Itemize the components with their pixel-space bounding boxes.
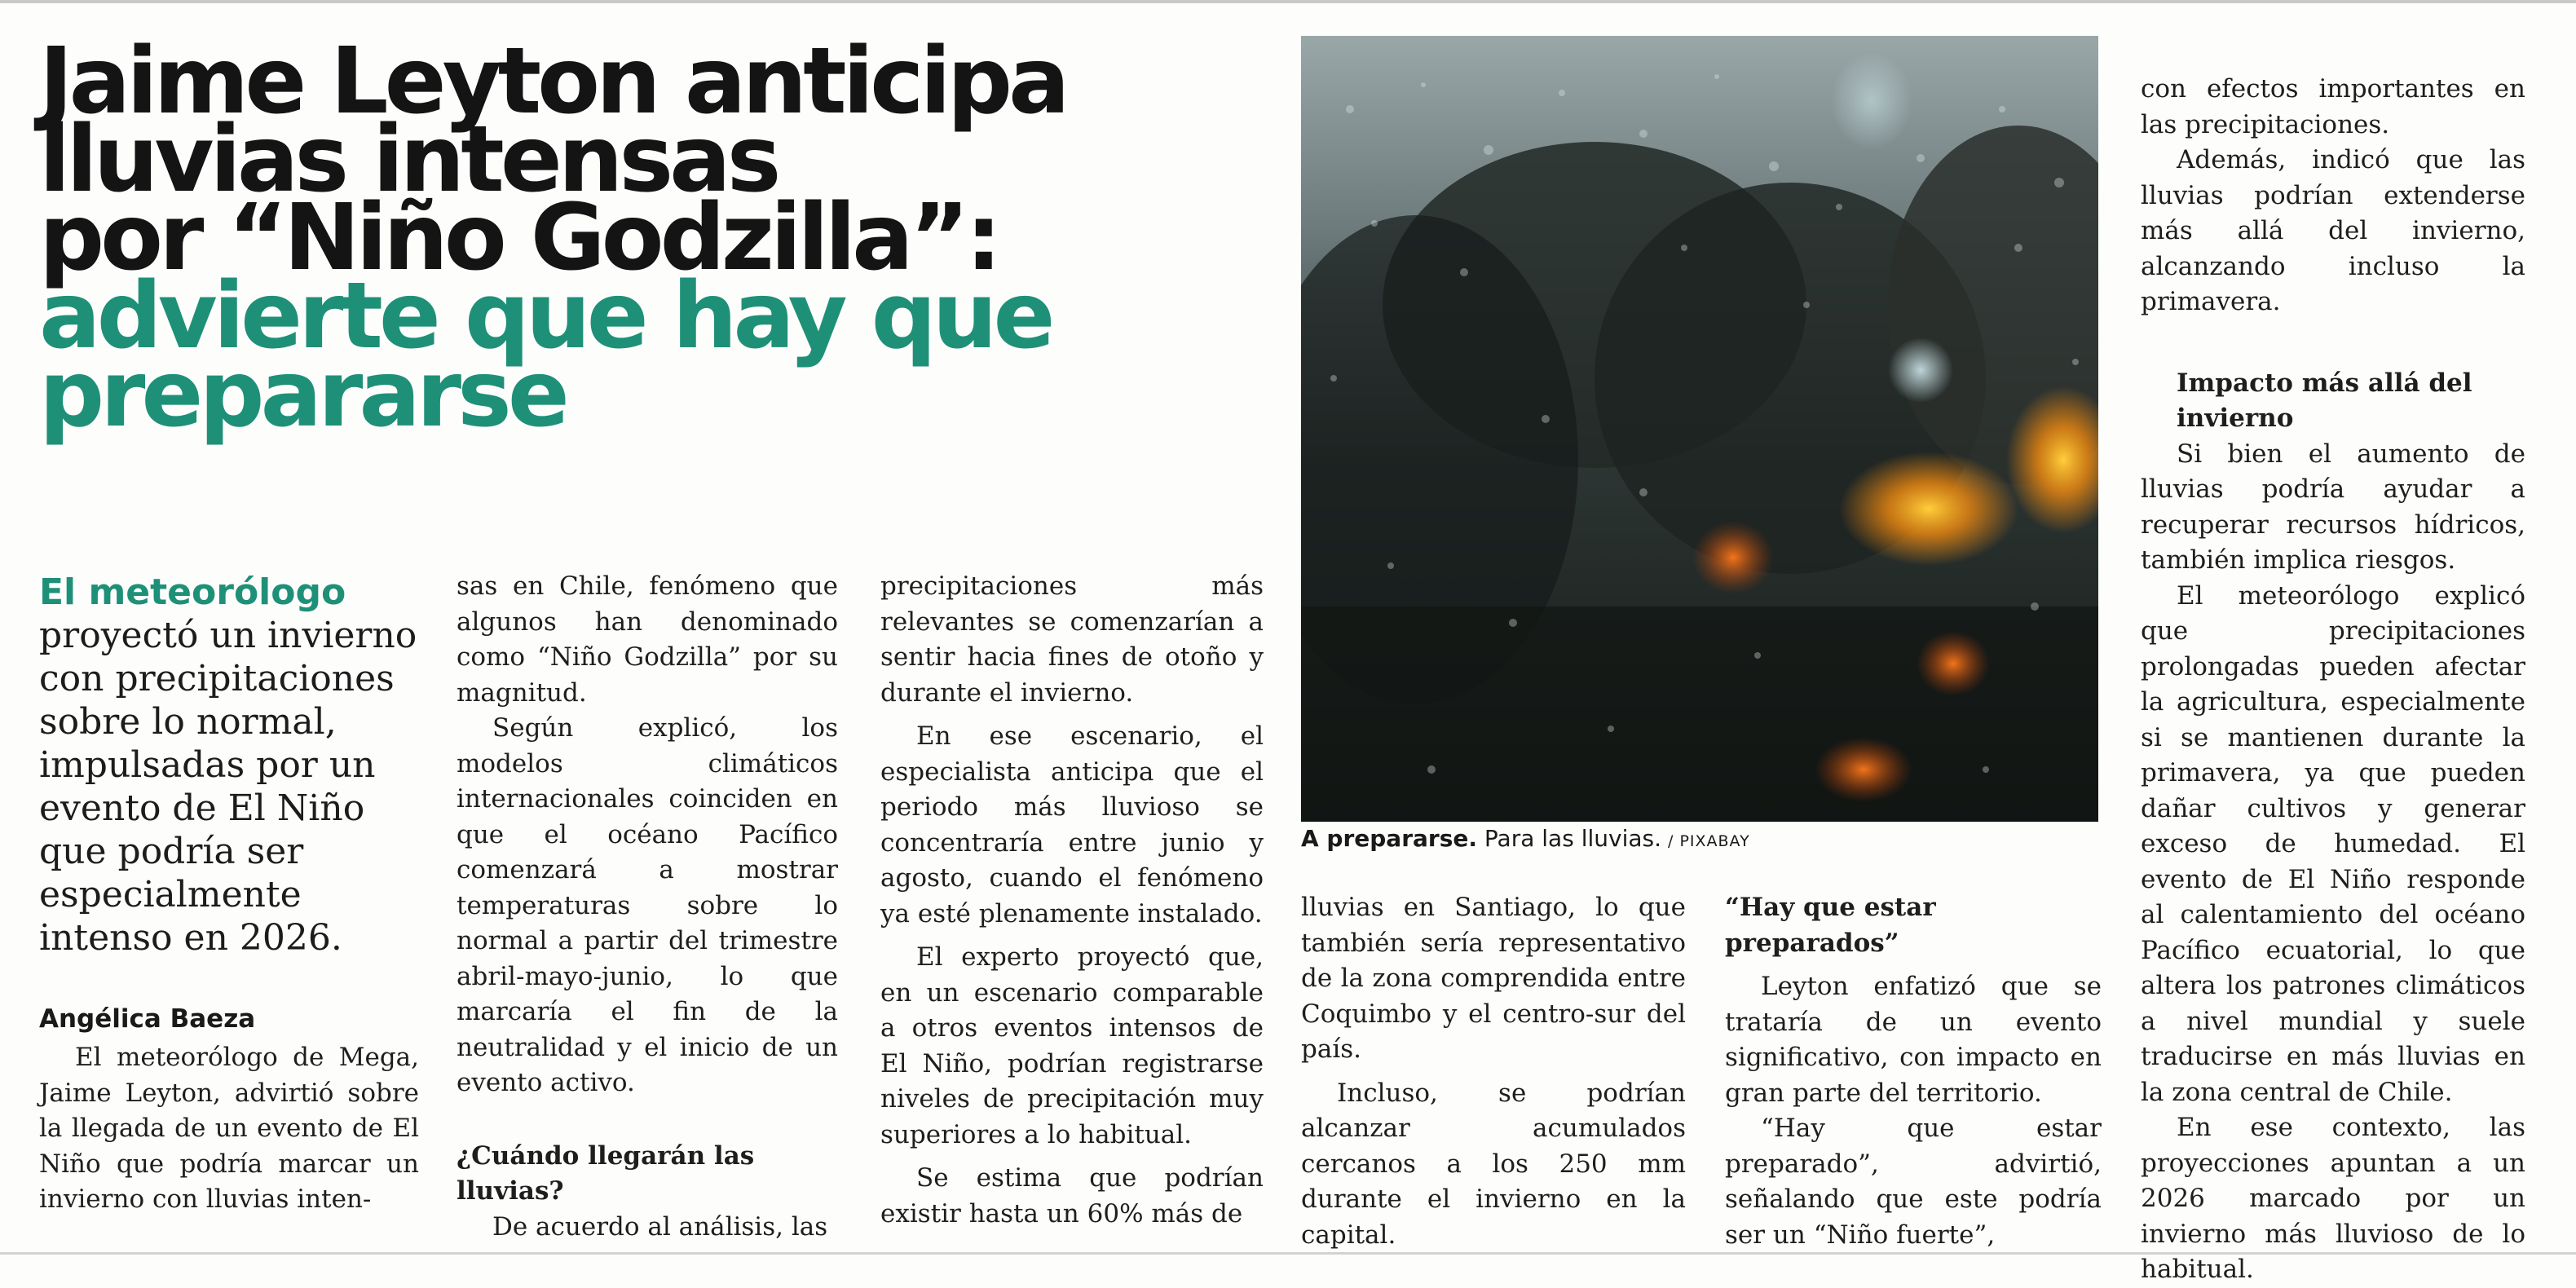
col5-subhead: “Hay que estar preparados” (1725, 893, 1936, 958)
col2-paragraph-3: De acuerdo al análisis, las (492, 1211, 828, 1242)
caption-bold: A prepararse. (1301, 825, 1478, 852)
lead-strong: El meteorólogo (39, 571, 346, 613)
col3-paragraph-1: precipitaciones más relevantes se comenzarían a sentir hacia fines de otoño y durante el invierno. (880, 571, 1264, 708)
headline-line-5: prepararse (39, 342, 566, 448)
col6-paragraph-2: Además, indicó que las lluvias podrían extenderse más allá del invierno, alcanzando incluso la primavera. (2141, 145, 2525, 316)
col5-paragraph-1: Leyton enfatizó que se trataría de un evento significativo, con impacto en gran parte del territorio. (1725, 972, 2102, 1108)
col5-paragraph-2: “Hay que estar preparado”, advirtió, señalando que este podría ser un “Niño fuerte”, (1725, 1114, 2102, 1250)
caption-credit: / PIXABAY (1668, 832, 1750, 850)
headline-line-3: por “Niño Godzilla”: (39, 185, 999, 291)
col2-paragraph-2: Según explicó, los modelos climáticos internacionales coinciden en que el océano Pacífico comenzará a mostrar temperaturas sobre lo normal a partir del trimestre abril-mayo-junio, lo que marcaría el fin de la neutralidad y el inicio de un evento activo. (457, 713, 838, 1097)
col4-paragraph-2: Incluso, se podrían alcanzar acumulados cercanos a los 250 mm durante el invierno en la capital. (1301, 1078, 1686, 1250)
rain-photo (1301, 36, 2098, 822)
lead-paragraph (39, 571, 421, 959)
col3-paragraph-4: Se estima que podrían existir hasta un 60% más de (880, 1163, 1264, 1228)
headline-line-2: lluvias intensas (39, 107, 778, 213)
article-column-2 (457, 569, 838, 1245)
col6-paragraph-3: Si bien el aumento de lluvias podría ayudar a recuperar recursos hídricos, también implica riesgos. (2141, 439, 2525, 575)
article-column-3 (880, 569, 1264, 1232)
col6-paragraph-4: El meteorólogo explicó que precipitaciones prolongadas pueden afectar la agricultura, especialmente si se mantienen durante la primavera, ya que pueden dañar cultivos y generar exceso de humedad. El evento de El Niño responde al calentamiento del océano Pacífico ecuatorial, lo que altera los patrones climáticos a nivel mundial y suele traducirse en más lluvias en la zona central de Chile. (2141, 580, 2525, 1107)
col6-paragraph-1: con efectos importantes en las precipitaciones. (2141, 74, 2525, 139)
article-column-6 (2141, 72, 2525, 1288)
article-column-4 (1301, 890, 1686, 1253)
headline-line-1: Jaime Leyton anticipa (39, 29, 1066, 135)
article-column-5 (1725, 890, 2102, 1253)
caption-text: Para las lluvias. (1477, 825, 1661, 852)
rain-photo-image (1301, 36, 2098, 822)
col2-subhead: ¿Cuándo llegarán las lluvias? (457, 1140, 755, 1206)
lead-text: proyectó un invierno con precipitaciones sobre lo normal, impulsadas por un evento de El Niño que podría ser especialmente intenso en 2026. (39, 615, 417, 959)
col2-paragraph-1: sas en Chile, fenómeno que algunos han denominado como “Niño Godzilla” por su magnitud. (457, 571, 838, 708)
col6-paragraph-5: En ese contexto, las proyecciones apuntan a un 2026 marcado por un invierno más lluvioso de lo habitual. (2141, 1113, 2525, 1284)
headline (39, 29, 1278, 448)
article-column-1 (39, 1040, 419, 1218)
photo-caption (1301, 825, 1750, 852)
headline-line-4: advierte que hay que (39, 263, 1052, 369)
col6-subhead: Impacto más allá del invierno (2177, 368, 2472, 433)
col4-paragraph-1: lluvias en Santiago, lo que también sería representativo de la zona comprendida entre Coquimbo y el centro-sur del país. (1301, 893, 1686, 1064)
col3-paragraph-2: En ese escenario, el especialista anticipa que el periodo más lluvioso se concentraría entre junio y agosto, cuando el fenómeno ya esté plenamente instalado. (880, 721, 1264, 929)
col3-paragraph-3: El experto proyectó que, en un escenario comparable a otros eventos intensos de El Niño, podrían registrarse niveles de precipitación muy superiores a lo habitual. (880, 942, 1264, 1149)
top-rule (0, 0, 2576, 3)
col1-paragraph-1: El meteorólogo de Mega, Jaime Leyton, advirtió sobre la llegada de un evento de El Niño que podría marcar un invierno con lluvias inten- (39, 1043, 419, 1214)
bottom-rule (0, 1252, 2576, 1255)
byline: Angélica Baeza (39, 1004, 256, 1034)
